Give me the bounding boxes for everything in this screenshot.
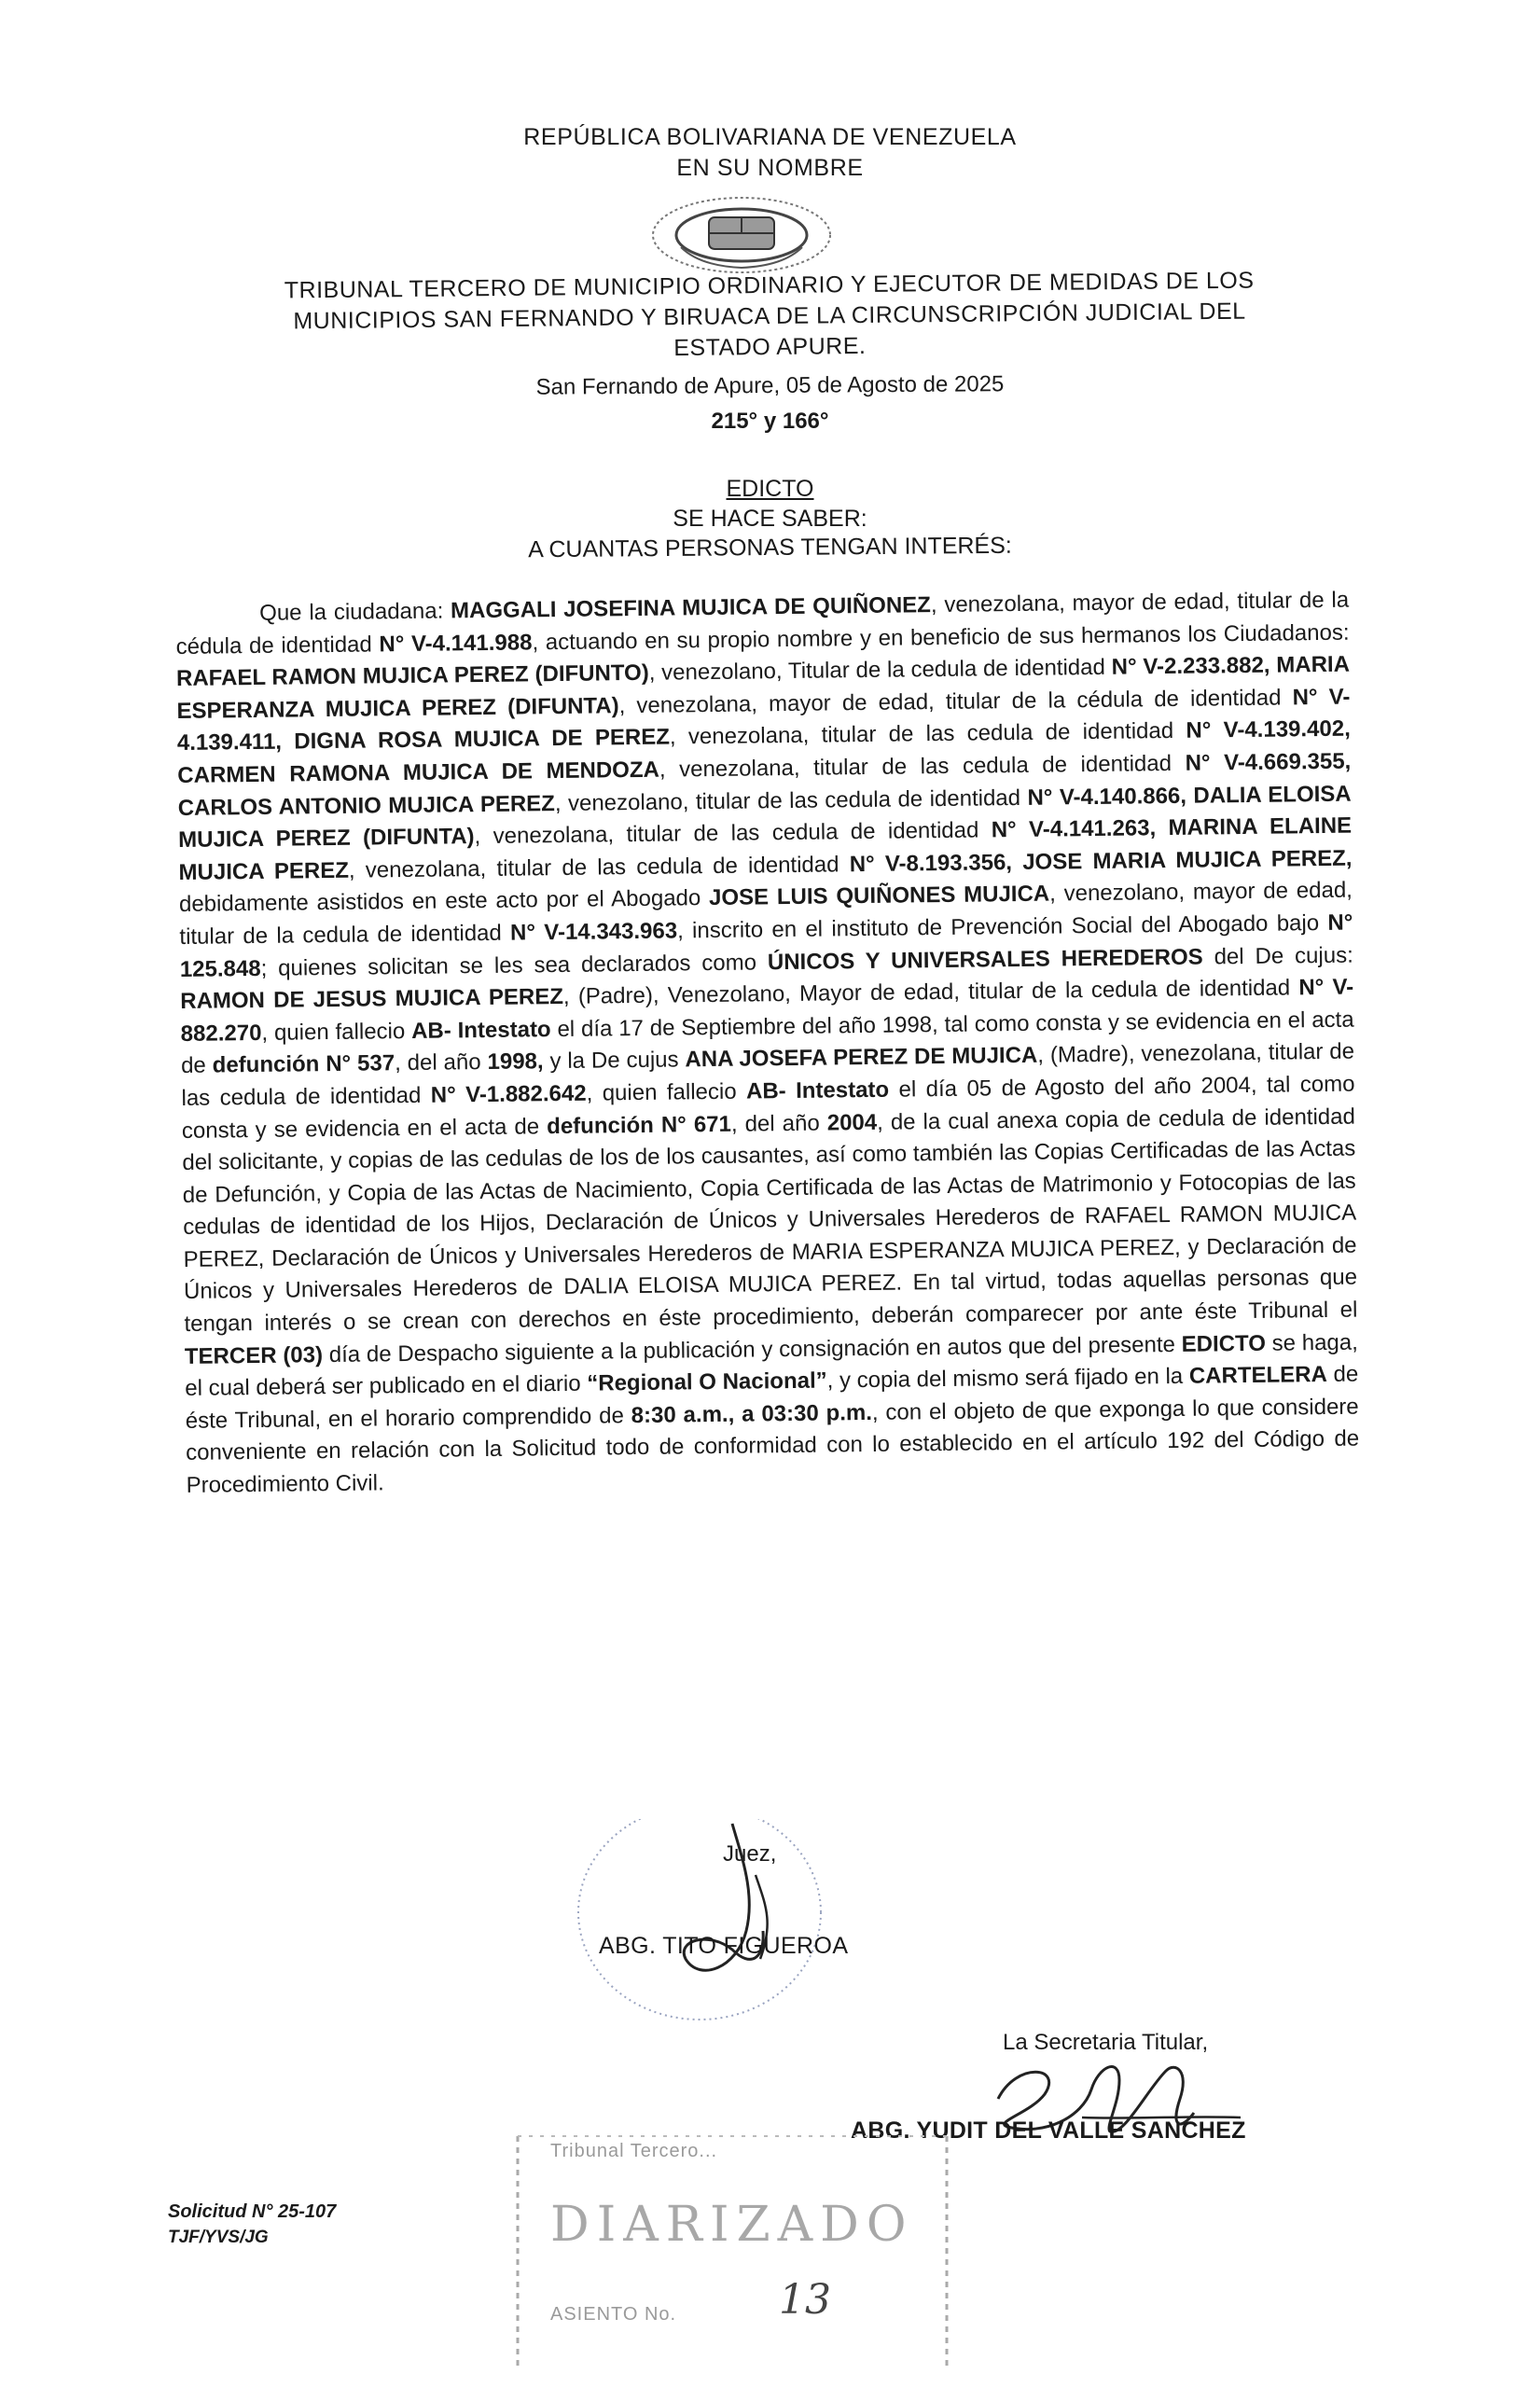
court-heading: [196, 265, 1344, 369]
coat-of-arms-seal-icon: [644, 191, 839, 280]
court-line-1: TRIBUNAL TERCERO DE MUNICIPIO ORDINARIO Y EJECUTOR DE MEDIDAS DE LOS: [284, 267, 1255, 304]
edict-title: EDICTO: [726, 476, 814, 502]
stamp-asiento-number: 13: [779, 2276, 831, 2324]
court-line-3: ESTADO APURE.: [673, 332, 867, 362]
stamp-court-line: Tribunal Tercero...: [550, 2141, 718, 2161]
secretary-title: La Secretaria Titular,: [1003, 2030, 1209, 2055]
judge-signature-icon: [644, 1819, 830, 1996]
diarizado-stamp: [508, 2127, 956, 2379]
reference-initials: TJF/YVS/JG: [168, 2228, 269, 2247]
stamp-asiento-label: ASIENTO No.: [550, 2304, 677, 2325]
notice-heading: SE HACE SABER:: [673, 506, 867, 532]
judge-signature-block: [560, 1819, 979, 2034]
in-its-name-heading: EN SU NOMBRE: [676, 155, 864, 181]
stamp-border-icon: [508, 2127, 956, 2379]
judge-title: Juez,: [723, 1841, 777, 1867]
edict-paragraph: Que la ciudadana: MAGGALI JOSEFINA MUJICA DE QUIÑONEZ, venezolana, mayor de edad, titular de la cédula de identidad N° V-4.141.988, actuando en su propio nombre y en beneficio de sus hermanos los Ciudadanos: RAFAEL RAMON MUJICA PEREZ (DIFUNTO), venezolano, Titular de la cedula de identidad N° V-2.233.882, MARIA ESPERANZA MUJICA PEREZ (DIFUNTA), venezolana, mayor de edad, titular de la cédula de identidad N° V-4.139.411, DIGNA ROSA MUJICA DE PEREZ, venezolana, titular de las cedula de identidad N° V-4.139.402, CARMEN RAMONA MUJICA DE MENDOZA, venezolana, titular de las cedula de identidad N° V-4.669.355, CARLOS ANTONIO MUJICA PEREZ, venezolano, titular de las cedula de identidad N° V-4.140.866, DALIA ELOISA MUJICA PEREZ (DIFUNTA), venezolana, titular de las cedula de identidad N° V-4.141.263, MARINA ELAINE MUJICA PEREZ, venezolana, titular de las cedula de identidad N° V-8.193.356, JOSE MARIA MUJICA PEREZ, debidamente asistidos en este acto por el Abogado JOSE LUIS QUIÑONES MUJICA, venezolano, mayor de edad, titular de la cedula de identidad N° V-14.343.963, inscrito en el instituto de Prevención Social del Abogado bajo N° 125.848; quienes solicitan se les sea declarados como ÚNICOS Y UNIVERSALES HEREDEROS del De cujus: RAMON DE JESUS MUJICA PEREZ, (Padre), Venezolano, Mayor de edad, titular de la cedula de identidad N° V-882.270, quien fallecio AB- Intestato el día 17 de Septiembre del año 1998, tal como consta y se evidencia en el acta de defunción N° 537, del año 1998, y la De cujus ANA JOSEFA PEREZ DE MUJICA, (Madre), venezolana, titular de las cedula de identidad N° V-1.882.642, quien fallecio AB- Intestato el día 05 de Agosto del año 2004, tal como consta y se evidencia en el acta de defunción N° 671, del año 2004, de la cual anexa copia de cedula de identidad del solicitante, y copias de las cedulas de los de los causantes, así como también las Copias Certificadas de las Actas de Defunción, y Copia de las Actas de Nacimiento, Copia Certificada de las Actas de Matrimonio y Fotocopias de las cedulas de identidad de los Hijos, Declaración de Únicos y Universales Herederos de RAFAEL RAMON MUJICA PEREZ, Declaración de Únicos y Universales Herederos de MARIA ESPERANZA MUJICA PEREZ, y Declaración de Únicos y Universales Herederos de DALIA ELOISA MUJICA PEREZ. En tal virtud, todas aquellas personas que tengan interés o se crean con derechos en éste procedimiento, deberán comparecer por ante éste Tribunal el TERCER (03) día de Despacho siguiente a la publicación y consignación en autos que del presente EDICTO se haga, el cual deberá ser publicado en el diario “Regional O Nacional”, y copia del mismo será fijado en la CARTELERA de éste Tribunal, en el horario comprendido de 8:30 a.m., a 03:30 p.m., con el objeto de que exponga lo que considere conveniente en relación con la Solicitud todo de conformidad con lo establecido en el artículo 192 del Código de Procedimiento Civil.: [175, 587, 1360, 1498]
place-date: San Fernando de Apure, 05 de Agosto de 2025: [535, 371, 1005, 400]
edict-body: [175, 585, 1360, 1503]
republic-heading: REPÚBLICA BOLIVARIANA DE VENEZUELA: [523, 124, 1017, 150]
court-line-2: MUNICIPIOS SAN FERNANDO Y BIRUACA DE LA CIRCUNSCRIPCIÓN JUDICIAL DEL: [293, 298, 1246, 335]
secretary-name: ABG. YUDIT DEL VALLE SANCHEZ: [851, 2117, 1246, 2144]
judge-name: ABG. TITO FIGUEROA: [599, 1933, 849, 1959]
addressees-heading: A CUANTAS PERSONAS TENGAN INTERÉS:: [528, 532, 1012, 563]
independence-years: 215° y 166°: [711, 409, 829, 434]
stamp-diarizado-word: DIARIZADO: [550, 2197, 914, 2253]
request-number: Solicitud N° 25-107: [168, 2201, 337, 2222]
